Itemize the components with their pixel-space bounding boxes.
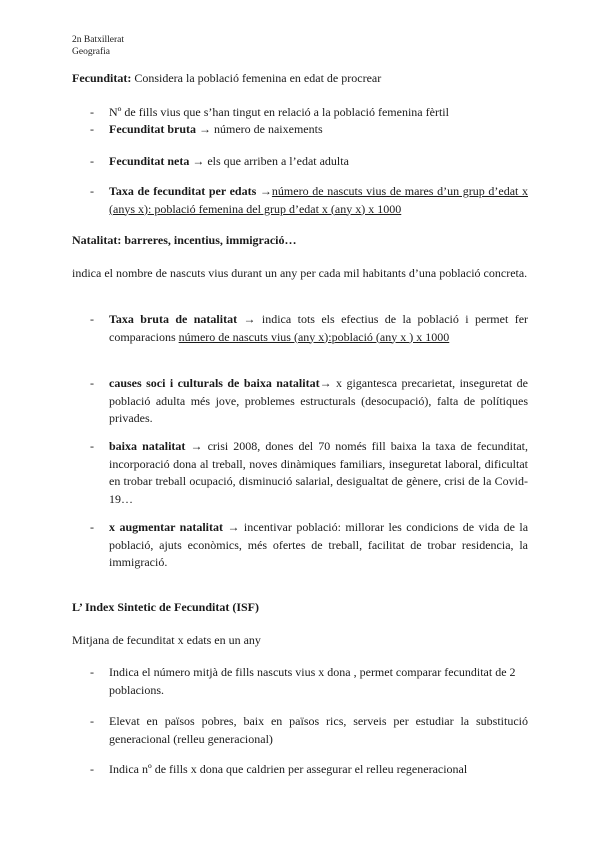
arrow-icon: → bbox=[319, 376, 332, 390]
natalitat-definition: indica el nombre de nascuts vius durant un any per cada mil habitants d’una població concreta. bbox=[72, 266, 528, 280]
isf-definition: Mitjana de fecunditat x edats en un any bbox=[72, 633, 261, 647]
list-item-text: Elevat en països pobres, baix en països rics, serveis per estudiar la substitució generacional (relleu generacional) bbox=[109, 714, 528, 746]
list-item-text: Nº de fills vius que s’han tingut en relació a la població femenina fèrtil bbox=[109, 105, 449, 119]
list-item bbox=[72, 713, 528, 748]
list-item bbox=[72, 519, 528, 572]
bullet-dash: - bbox=[90, 122, 94, 136]
arrow-icon: → bbox=[192, 154, 205, 168]
arrow-icon: → bbox=[227, 520, 240, 534]
list-item-text: x gigantesca precarietat, inseguretat de població adulta més jove, problemes estructurals (desocupació), falta de polítiques privades. bbox=[109, 376, 528, 425]
list-item bbox=[72, 311, 528, 346]
bullet-dash: - bbox=[90, 184, 94, 198]
list-item-text: incentivar població: millorar les condicions de vida de la població, ajuts econòmics, més ofertes de treball, facilitat de trobar residencia, la immigració. bbox=[109, 520, 529, 569]
section-heading-natalitat bbox=[72, 232, 528, 249]
list-item-text: Indica el número mitjà de fills nascuts vius x dona , permet comparar fecunditat de 2 poblacions. bbox=[109, 665, 516, 697]
list-item bbox=[72, 438, 528, 508]
bullet-dash: - bbox=[90, 376, 94, 390]
bullet-dash: - bbox=[90, 105, 94, 119]
list-item bbox=[72, 761, 528, 779]
term-causes-baixa-natalitat: causes soci i culturals de baixa natalitat bbox=[109, 376, 320, 390]
term-baixa-natalitat: baixa natalitat bbox=[109, 439, 186, 453]
list-item-text: crisi 2008, dones del 70 només fill baixa la taxa de fecunditat, incorporació dona al treball, noves dinàmiques familiars, inseguretat laboral, dificultat en trobar treball ocupació, disminució salarial, desigualtat de gènere, crisi de la Covid-19… bbox=[109, 439, 528, 506]
bullet-dash: - bbox=[90, 312, 94, 326]
section-heading-isf bbox=[72, 599, 528, 616]
heading-text: Natalitat: barreres, incentius, immigració… bbox=[72, 233, 297, 247]
list-item bbox=[72, 664, 528, 699]
term-taxa-bruta-natalitat: Taxa bruta de natalitat bbox=[109, 312, 238, 326]
bullet-dash: - bbox=[90, 762, 94, 776]
fecunditat-definition: Considera la població femenina en edat de procrear bbox=[134, 71, 382, 85]
list-item-text: indica tots els efectius de la població i permet fer comparacions bbox=[109, 312, 529, 344]
list-item bbox=[72, 121, 528, 139]
fecunditat-label: Fecunditat: bbox=[72, 71, 132, 85]
term-fecunditat-neta: Fecunditat neta bbox=[109, 154, 190, 168]
heading-text: L’ Index Sintetic de Fecunditat (ISF) bbox=[72, 600, 260, 614]
formula-fecunditat-edats: número de nascuts vius de mares d’un grup d’edat x (anys x): població femenina del grup d’edat x (any x) x 1000 bbox=[109, 184, 529, 216]
bullet-dash: - bbox=[90, 520, 94, 534]
arrow-icon: → bbox=[259, 184, 272, 198]
fecunditat-definition-line bbox=[72, 70, 528, 87]
bullet-dash: - bbox=[90, 714, 94, 728]
header-subject: Geografia bbox=[72, 47, 110, 57]
list-item bbox=[72, 153, 528, 171]
bullet-dash: - bbox=[90, 665, 94, 679]
arrow-icon: → bbox=[243, 312, 256, 326]
list-item-text: els que arriben a l’edat adulta bbox=[204, 154, 349, 168]
list-item-text: Indica nº de fills x dona que caldrien per assegurar el relleu regeneracional bbox=[109, 762, 468, 776]
arrow-icon: → bbox=[190, 439, 203, 453]
term-fecunditat-bruta: Fecunditat bruta bbox=[109, 122, 196, 136]
bullet-dash: - bbox=[90, 439, 94, 453]
list-item bbox=[72, 375, 528, 428]
arrow-icon: → bbox=[199, 122, 211, 136]
list-item bbox=[72, 183, 528, 218]
term-taxa-fecunditat-edats: Taxa de fecunditat per edats bbox=[109, 184, 257, 198]
bullet-dash: - bbox=[90, 154, 94, 168]
formula-natalitat: número de nascuts vius (any x):població (any x ) x 1000 bbox=[178, 329, 450, 344]
term-augmentar-natalitat: x augmentar natalitat bbox=[109, 520, 223, 534]
list-item-text: número de naixements bbox=[211, 122, 323, 136]
header-course: 2n Batxillerat bbox=[72, 35, 124, 45]
list-item bbox=[72, 104, 528, 122]
